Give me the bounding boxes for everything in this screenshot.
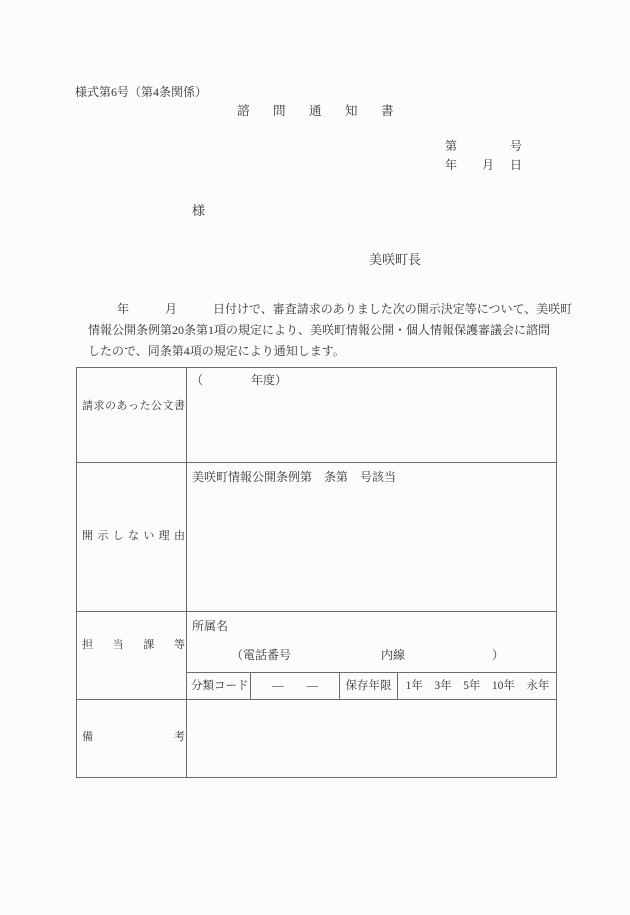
requested-document-label: 請求のあった公文書 (82, 400, 185, 412)
department-label: 担当課等 (82, 639, 185, 651)
classification-code-value: ― ― (272, 680, 318, 692)
remarks-label: 備考 (82, 731, 185, 743)
retention-period-options: 1年 3年 5年 10年 永年 (405, 680, 550, 692)
department-subrow-divider (186, 672, 557, 673)
phone-number-label: （電話番号 (231, 648, 292, 662)
classification-code-label: 分類コード (191, 680, 249, 692)
table-row-divider-2 (76, 611, 557, 612)
retention-period-label: 保存年限 (345, 680, 392, 692)
table-row-divider-3 (76, 699, 557, 700)
reason-label: 開示しない理由 (82, 530, 185, 542)
sender-title: 美咲町長 (369, 252, 422, 267)
date-month-label: 月 (482, 158, 495, 172)
reason-content: 美咲町情報公開条例第 条第 号該当 (192, 470, 397, 484)
form-table-outline (76, 367, 557, 778)
extension-label: 内線 (381, 648, 406, 662)
table-label-column-divider (186, 367, 187, 778)
page-title: 諮 問 通 知 書 (237, 104, 400, 118)
form-number: 様式第6号（第4条関係） (75, 85, 208, 99)
doc-number-suffix: 号 (510, 139, 523, 153)
phone-close-paren: ） (492, 648, 505, 662)
doc-number-prefix: 第 (445, 139, 458, 153)
date-year-label: 年 (445, 158, 458, 172)
body-line-1: 年 月 日付けで、審査請求のありました次の開示決定等について、美咲町 (117, 302, 573, 316)
addressee-honorific: 様 (192, 203, 206, 218)
body-line-2: 情報公開条例第20条第1項の規定により、美咲町情報公開・個人情報保護審議会に諮問 (88, 323, 551, 337)
table-row-divider-1 (76, 462, 557, 463)
date-day-label: 日 (510, 158, 523, 172)
affiliation-label: 所属名 (192, 619, 229, 633)
body-line-3: したので、同条第4項の規定により通知します。 (88, 344, 345, 358)
fiscal-year-note: （ 年度） (191, 373, 288, 387)
